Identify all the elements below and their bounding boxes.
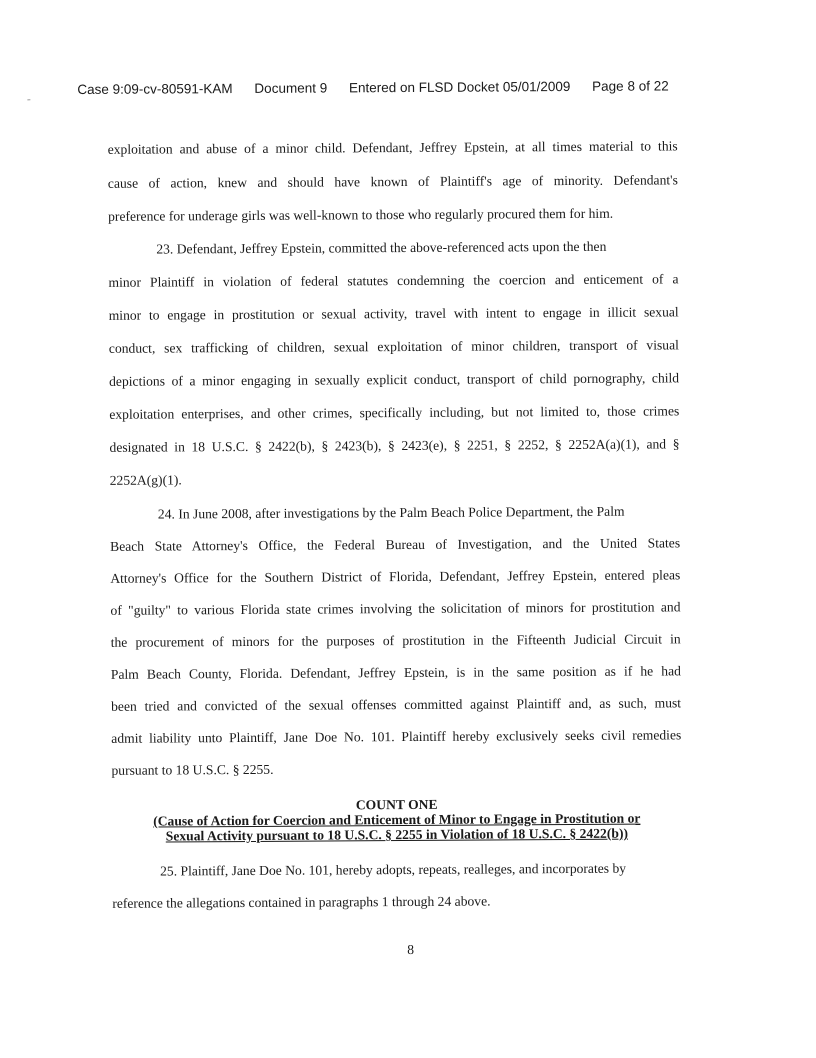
text-line: exploitation enterprises, and other crimes, specifically including, but not limited to, those crimes xyxy=(109,403,680,422)
text-line: preference for underage girls was well-known to those who regularly procured them for him. xyxy=(108,205,614,224)
count-subtitle-text: Sexual Activity pursuant to 18 U.S.C. § 2255 in Violation of 18 U.S.C. § 2422(b)) xyxy=(165,825,629,844)
text-line: Beach State Attorney's Office, the Federal Bureau of Investigation, and the United States xyxy=(110,535,681,554)
text-line: depictions of a minor engaging in sexually explicit conduct, transport of child pornography, child xyxy=(109,370,680,389)
count-title: COUNT ONE xyxy=(355,796,438,813)
text-line: cause of action, knew and should have known of Plaintiff's age of minority. Defendant's xyxy=(107,172,678,191)
text-line: minor to engage in prostitution or sexual activity, travel with intent to engage in illicit sexual xyxy=(108,304,679,323)
count-subtitle-text: (Cause of Action for Coercion and Enticement of Minor to Engage in Prostitution or xyxy=(153,810,641,829)
document-number: Document 9 xyxy=(254,80,328,96)
text-line: 24. In June 2008, after investigations by the Palm Beach Police Department, the Palm xyxy=(157,503,625,522)
paragraph-23 xyxy=(108,238,680,488)
text-line: exploitation and abuse of a minor child. Defendant, Jeffrey Epstein, at all times material to this xyxy=(107,138,678,157)
text-line: designated in 18 U.S.C. § 2422(b), § 2423(b), § 2423(e), § 2251, § 2252, § 2252A(a)(1), and § xyxy=(109,436,680,455)
docket-entry: Entered on FLSD Docket 05/01/2009 xyxy=(348,79,571,96)
text-line: admit liability unto Plaintiff, Jane Doe No. 101. Plaintiff hereby exclusively seeks civil remedies xyxy=(111,727,682,746)
paragraph-25 xyxy=(112,860,682,911)
text-line: 25. Plaintiff, Jane Doe No. 101, hereby adopts, repeats, realleges, and incorporates by xyxy=(160,860,627,879)
page-indicator: Page 8 of 22 xyxy=(592,78,669,94)
paragraph-continuation xyxy=(107,138,678,224)
text-line: of "guilty" to various Florida state crimes involving the solicitation of minors for prostitution and xyxy=(110,599,681,618)
text-line: minor Plaintiff in violation of federal statutes condemning the coercion and enticement of a xyxy=(108,271,679,290)
count-subtitle-line-2 xyxy=(112,825,682,844)
text-line: 23. Defendant, Jeffrey Epstein, committed the above-referenced acts upon the then xyxy=(156,238,607,257)
text-line: Palm Beach County, Florida. Defendant, Jeffrey Epstein, is in the same position as if he had xyxy=(110,663,681,682)
text-line: conduct, sex trafficking of children, sexual exploitation of minor children, transport of visual xyxy=(108,337,679,356)
text-line: 2252A(g)(1). xyxy=(109,472,182,488)
docket-header xyxy=(77,78,668,97)
text-line: the procurement of minors for the purposes of prostitution in the Fifteenth Judicial Circuit in xyxy=(110,631,681,650)
case-number: Case 9:09-cv-80591-KAM xyxy=(77,81,233,98)
page-number: 8 xyxy=(407,941,415,958)
text-line: been tried and convicted of the sexual offenses committed against Plaintiff and, as such, must xyxy=(111,695,682,714)
text-line: pursuant to 18 U.S.C. § 2255. xyxy=(111,761,274,778)
text-line: Attorney's Office for the Southern District of Florida, Defendant, Jeffrey Epstein, entered pleas xyxy=(110,567,681,586)
paragraph-24 xyxy=(110,503,682,778)
text-line: reference the allegations contained in paragraphs 1 through 24 above. xyxy=(112,893,491,911)
scan-speck xyxy=(27,99,30,100)
